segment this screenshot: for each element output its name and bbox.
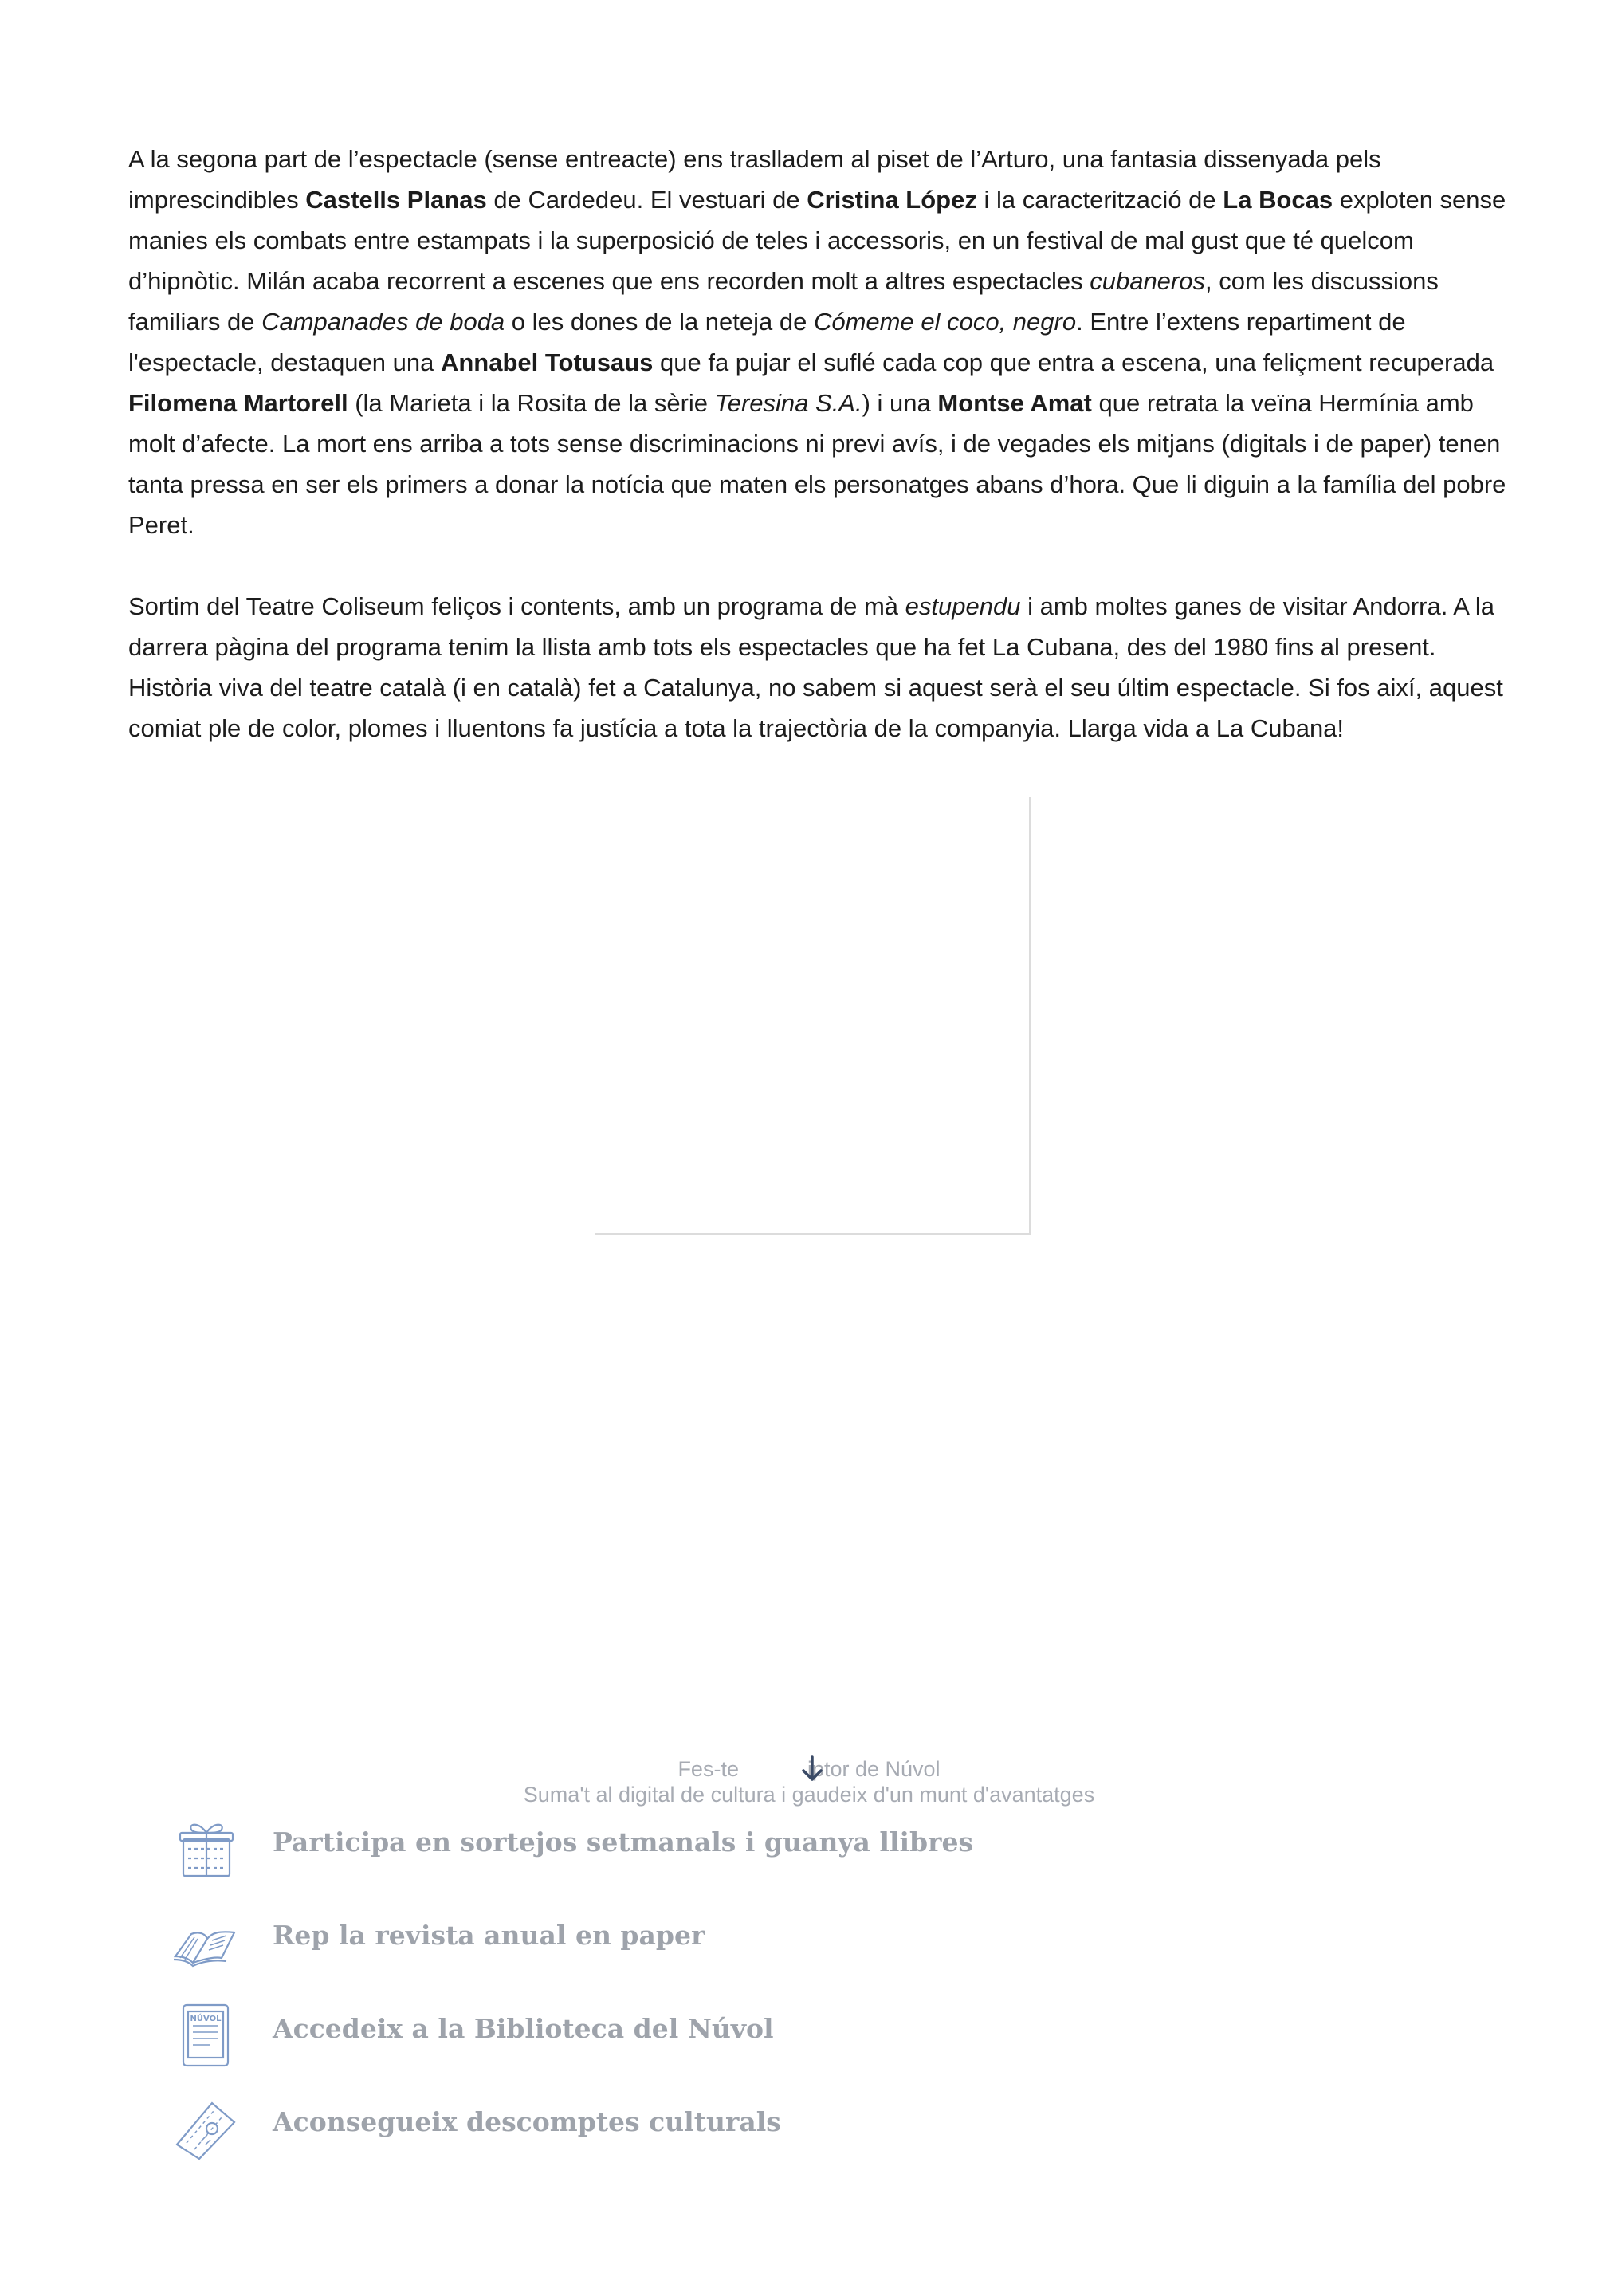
italic-run: Cómeme el coco, negro	[813, 308, 1077, 336]
benefit-label: Rep la revista anual en paper	[273, 1920, 705, 1951]
subscribe-headline-right: iptor de Núvol	[807, 1757, 941, 1781]
bold-run: Filomena Martorell	[128, 389, 348, 417]
subscribe-headline-left: Fes-te	[677, 1757, 739, 1781]
tablet-icon-text: NÚVOL	[190, 2015, 222, 2023]
benefits-list	[171, 1822, 1127, 2195]
text-run: que fa pujar el suflé cada cop que entra a escena, una feliçment recuperada	[653, 348, 1494, 376]
article-body	[128, 139, 1507, 789]
bold-run: Montse Amat	[937, 389, 1092, 417]
italic-run: cubaneros	[1090, 267, 1205, 295]
text-run: , com les discussions familiars de	[128, 267, 1439, 336]
benefit-label: Participa en sortejos setmanals i guanya llibres	[273, 1826, 974, 1858]
arrow-down-icon[interactable]	[794, 1751, 831, 1787]
bold-run: Cristina López	[807, 186, 977, 214]
text-run: o les dones de la neteja de	[505, 308, 814, 336]
text-run: exploten sense manies els combats entre estampats i la superposició de teles i accessoris, en un festival de mal gust que té quelcom d’hipnòtic. Milán acaba recorrent a escenes que ens recorden molt a altres espectacles	[128, 186, 1506, 295]
italic-run: Teresina S.A.	[714, 389, 862, 417]
tablet-icon	[171, 2003, 242, 2067]
text-run: (la Marieta i la Rosita de la sèrie	[348, 389, 715, 417]
text-run: ) i una	[862, 389, 938, 417]
ticket-icon	[171, 2097, 242, 2160]
text-run: de Cardedeu. El vestuari de	[486, 186, 807, 214]
bold-run: La Bocas	[1223, 186, 1333, 214]
subscribe-subtitle: Suma't al digital de cultura i gaudeix d'un munt d'avantatges	[523, 1783, 1095, 1807]
bold-run: Annabel Totusaus	[440, 348, 654, 376]
benefit-item-sortejos	[171, 1822, 1127, 1915]
open-book-icon	[171, 1910, 242, 1974]
text-run: i la caracterització de	[976, 186, 1223, 214]
text-run: . Entre l’extens repartiment de l'espectacle, destaquen una	[128, 308, 1406, 376]
text-run: A la segona part de l’espectacle (sense entreacte) ens traslladem al piset de l’Arturo, una fantasia dissenyada pels imprescindibles	[128, 145, 1381, 214]
text-run: Sortim del Teatre Coliseum feliços i contents, amb un programa de mà	[128, 592, 905, 620]
bold-run: Castells Planas	[305, 186, 487, 214]
text-run: i amb moltes ganes de visitar Andorra. A la darrera pàgina del programa tenim la llista amb tots els espectacles que ha fet La Cubana, des del 1980 fins al present. Història viva del teatre català (i en català) fet a Catalunya, no sabem si aquest serà el seu últim espectacle. Si fos així, aquest comiat ple de color, plomes i lluentons fa justícia a tota la trajectòria de la companyia. Llarga vida a La Cubana!	[128, 592, 1503, 742]
benefit-item-descomptes	[171, 2101, 1127, 2195]
benefit-label: Aconsegueix descomptes culturals	[273, 2106, 781, 2137]
italic-run: Campanades de boda	[261, 308, 505, 336]
benefit-item-revista	[171, 1915, 1127, 2008]
paragraph-conclusion	[128, 586, 1507, 749]
paragraph-second-part	[128, 139, 1507, 545]
embedded-media-frame[interactable]	[595, 797, 1031, 1235]
text-run: que retrata la veïna Hermínia amb molt d’afecte. La mort ens arriba a tots sense discriminacions ni previ avís, i de vegades els mitjans (digitals i de paper) tenen tanta pressa en ser els primers a donar la notícia que maten els personatges abans d’hora. Que li diguin a la família del pobre Peret.	[128, 389, 1506, 539]
gift-icon	[171, 1817, 242, 1881]
benefit-item-biblioteca	[171, 2008, 1127, 2101]
benefit-label: Accedeix a la Biblioteca del Núvol	[273, 2013, 774, 2044]
italic-run: estupendu	[905, 592, 1021, 620]
